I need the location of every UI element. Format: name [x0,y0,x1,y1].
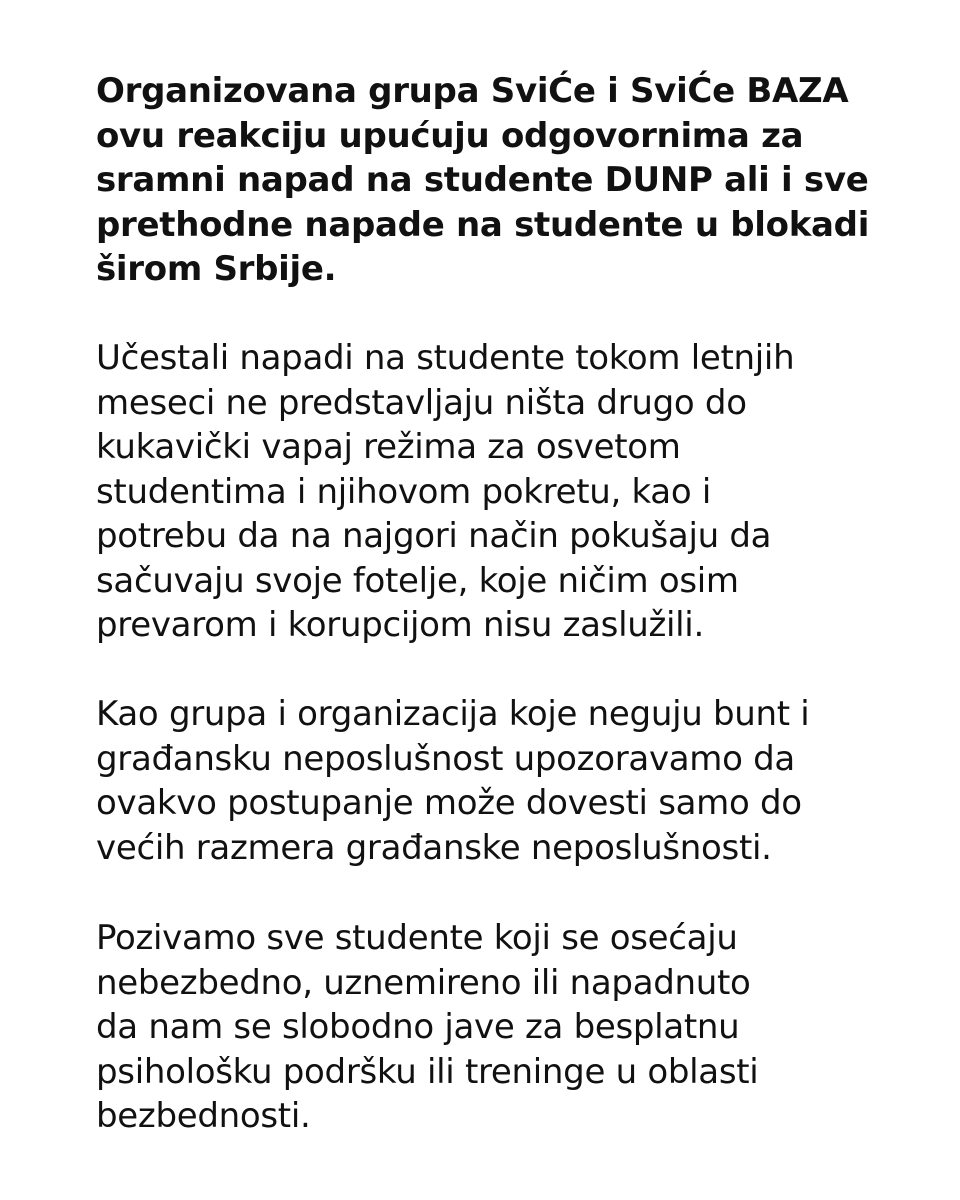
paragraph-line: meseci ne predstavljaju ništa drugo do [96,382,747,423]
paragraph-line: ovakvo postupanje može dovesti samo do [96,783,802,823]
paragraph-line: potrebu da na najgori način pokušaju da [96,516,772,556]
paragraph-line: bezbednosti. [96,1096,311,1136]
heading-line: sramni napad na studente DUNP ali i sve [96,160,869,200]
paragraph-line: Pozivamo sve studente koji se osećaju [96,918,738,958]
heading-line: Organizovana grupa SviĆe i SviĆe BAZA [96,71,849,111]
heading-line: širom Srbije. [96,249,337,289]
paragraph-line: psihološku podršku ili treninge u oblasti [96,1051,759,1092]
paragraph-warning [96,692,886,870]
paragraph-line: građansku neposlušnost upozoravamo da [96,738,795,779]
statement-heading [96,69,886,292]
paragraph-line: nebezbedno, uznemireno ili napadnuto [96,962,751,1003]
paragraph-line: kukavički vapaj režima za osvetom [96,427,681,467]
paragraph-support-offer [96,916,886,1139]
paragraph-line: većih razmera građanske neposlušnosti. [96,827,772,868]
paragraph-line: studentima i njihovom pokretu, kao i [96,471,711,512]
paragraph-line: prevarom i korupcijom nisu zaslužili. [96,605,704,645]
heading-line: ovu reakciju upućuju odgovornima za [96,115,804,156]
paragraph-line: Kao grupa i organizacija koje neguju bunt i [96,694,810,734]
heading-line: prethodne napade na studente u blokadi [96,204,870,245]
paragraph-line: sačuvaju svoje fotelje, koje ničim osim [96,560,739,601]
paragraph-line: Učestali napadi na studente tokom letnjih [96,338,795,378]
paragraph-line: da nam se slobodno jave za besplatnu [96,1007,740,1047]
paragraph-attacks [96,336,886,648]
